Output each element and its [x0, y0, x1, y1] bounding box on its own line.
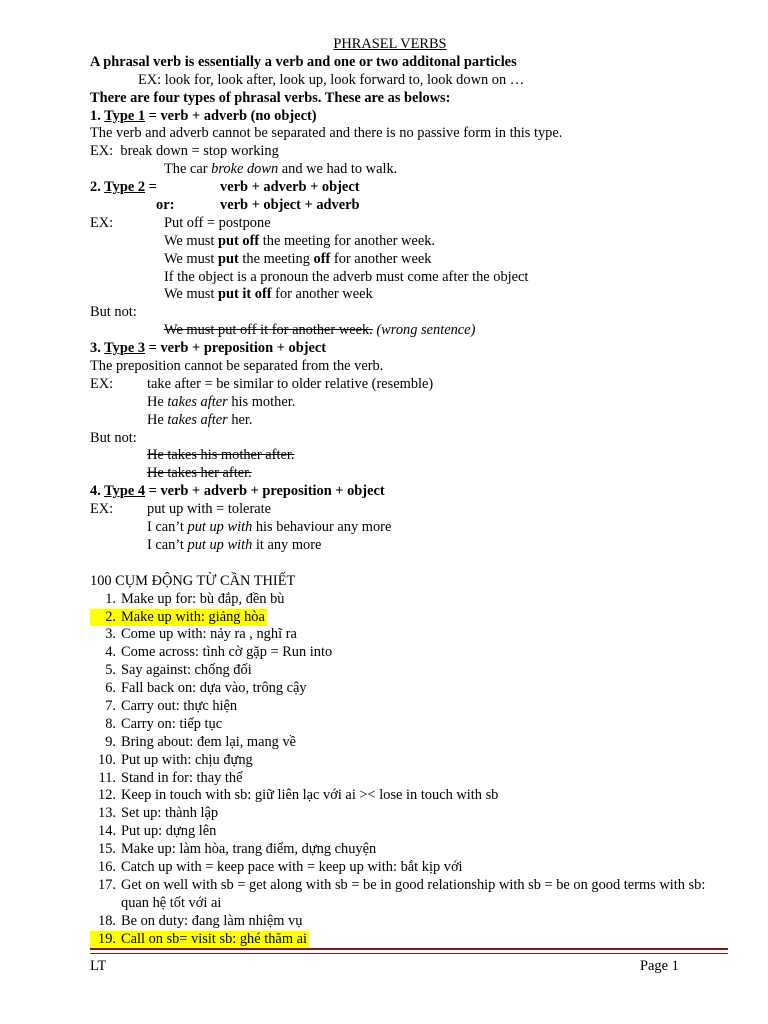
list-item: 1. Make up for: bù đắp, đền bù [105, 590, 285, 607]
phrasal-verb-list [90, 591, 740, 949]
type1-heading: 1. Type 1 = verb + adverb (no object) [90, 107, 317, 124]
list-item: 16. Catch up with = keep pace with = keep up with: bắt kịp với [98, 858, 463, 875]
list-item-wrapper [90, 931, 740, 949]
type4-example-3: I can’t put up with it any more [147, 536, 322, 553]
intro-types: There are four types of phrasal verbs. These are as belows: [90, 89, 451, 106]
type4-example-1: EX: put up with = tolerate [90, 501, 272, 518]
type3-wrong-example-2: He takes her after. [147, 465, 252, 482]
document-body [90, 36, 740, 948]
footer-author: LT [90, 958, 107, 974]
intro-definition: A phrasal verb is essentially a verb and one or two additonal particles [90, 53, 517, 70]
list-item-highlighted: 19. Call on sb= visit sb: ghé thăm ai [90, 931, 309, 949]
spacer [90, 555, 740, 573]
list-item: 11. Stand in for: thay thế [98, 769, 243, 786]
intro-examples: EX: look for, look after, look up, look forward to, look down on … [138, 71, 525, 88]
type1-description: The verb and adverb cannot be separated and there is no passive form in this type. [90, 125, 563, 142]
type3-description: The preposition cannot be separated from the verb. [90, 358, 384, 375]
list-item: 10. Put up with: chịu đựng [98, 751, 253, 768]
type3-heading: 3. Type 3 = verb + preposition + object [90, 340, 327, 357]
type1-label: Type 1 [104, 107, 146, 124]
type2-but-not: But not: [90, 304, 137, 321]
type3-example-2: He takes after his mother. [147, 393, 296, 410]
type3-wrong-example-1: He takes his mother after. [147, 447, 295, 464]
list-item: 18. Be on duty: đang làm nhiệm vụ [98, 912, 303, 929]
list-title: 100 CỤM ĐỘNG TỪ CẦN THIẾT [90, 572, 296, 589]
type2-example-1: EX: Put off = postpone [90, 214, 271, 231]
list-item: 5. Say against: chống đối [105, 662, 252, 679]
type4-label: Type 4 [104, 483, 146, 500]
list-item: 12. Keep in touch with sb: giữ liên lạc với ai >< lose in touch with sb [98, 787, 499, 804]
list-item: 8. Carry on: tiếp tục [105, 715, 223, 732]
list-item: 7. Carry out: thực hiện [105, 697, 238, 714]
type2-heading: 2. Type 2 = verb + adverb + object [90, 179, 360, 196]
page-title: PHRASEL VERBS [333, 36, 447, 52]
type2-example-2: We must put off the meeting for another week. [164, 232, 436, 249]
list-item: 14. Put up: dựng lên [98, 823, 217, 840]
list-item: 9. Bring about: đem lại, mang về [105, 733, 297, 750]
type2-wrong-example: We must put off it for another week. (wrong sentence) [164, 322, 476, 339]
type4-heading: 4. Type 4 = verb + adverb + preposition + object [90, 483, 385, 500]
footer-page-number: Page 1 [640, 958, 679, 974]
type2-example-4: We must put it off for another week [164, 286, 373, 303]
list-item: 17. Get on well with sb = get along with sb = be in good relationship with sb = be on good terms with sb: [98, 876, 706, 893]
footer-rule-thin [90, 953, 728, 954]
list-item: 6. Fall back on: dựa vào, trông cậy [105, 680, 307, 697]
type3-but-not: But not: [90, 429, 137, 446]
footer-rule-thick [90, 948, 728, 950]
type2-pronoun-rule: If the object is a pronoun the adverb must come after the object [164, 268, 529, 285]
list-item: 4. Come across: tình cờ gặp = Run into [105, 644, 333, 661]
type3-example-1: EX: take after = be similar to older relative (resemble) [90, 375, 434, 392]
list-item-wrapper [90, 609, 740, 627]
list-item-highlighted: 2. Make up with: giảng hòa [90, 609, 267, 627]
list-item-continuation: quan hệ tốt với ai [121, 894, 222, 911]
type3-label: Type 3 [104, 340, 146, 357]
list-item: 3. Come up with: nảy ra , nghĩ ra [105, 626, 297, 643]
type1-example-1: EX: break down = stop working [90, 143, 279, 160]
type2-heading-or: or: verb + object + adverb [156, 197, 360, 214]
type2-label: Type 2 [104, 179, 146, 196]
type1-example-2: The car broke down and we had to walk. [164, 161, 398, 178]
type4-example-2: I can’t put up with his behaviour any more [147, 519, 392, 536]
list-item: 13. Set up: thành lập [98, 805, 219, 822]
type3-example-3: He takes after her. [147, 411, 253, 428]
list-item: 15. Make up: làm hòa, trang điểm, dựng chuyện [98, 841, 377, 858]
type2-example-3: We must put the meeting off for another week [164, 250, 432, 267]
